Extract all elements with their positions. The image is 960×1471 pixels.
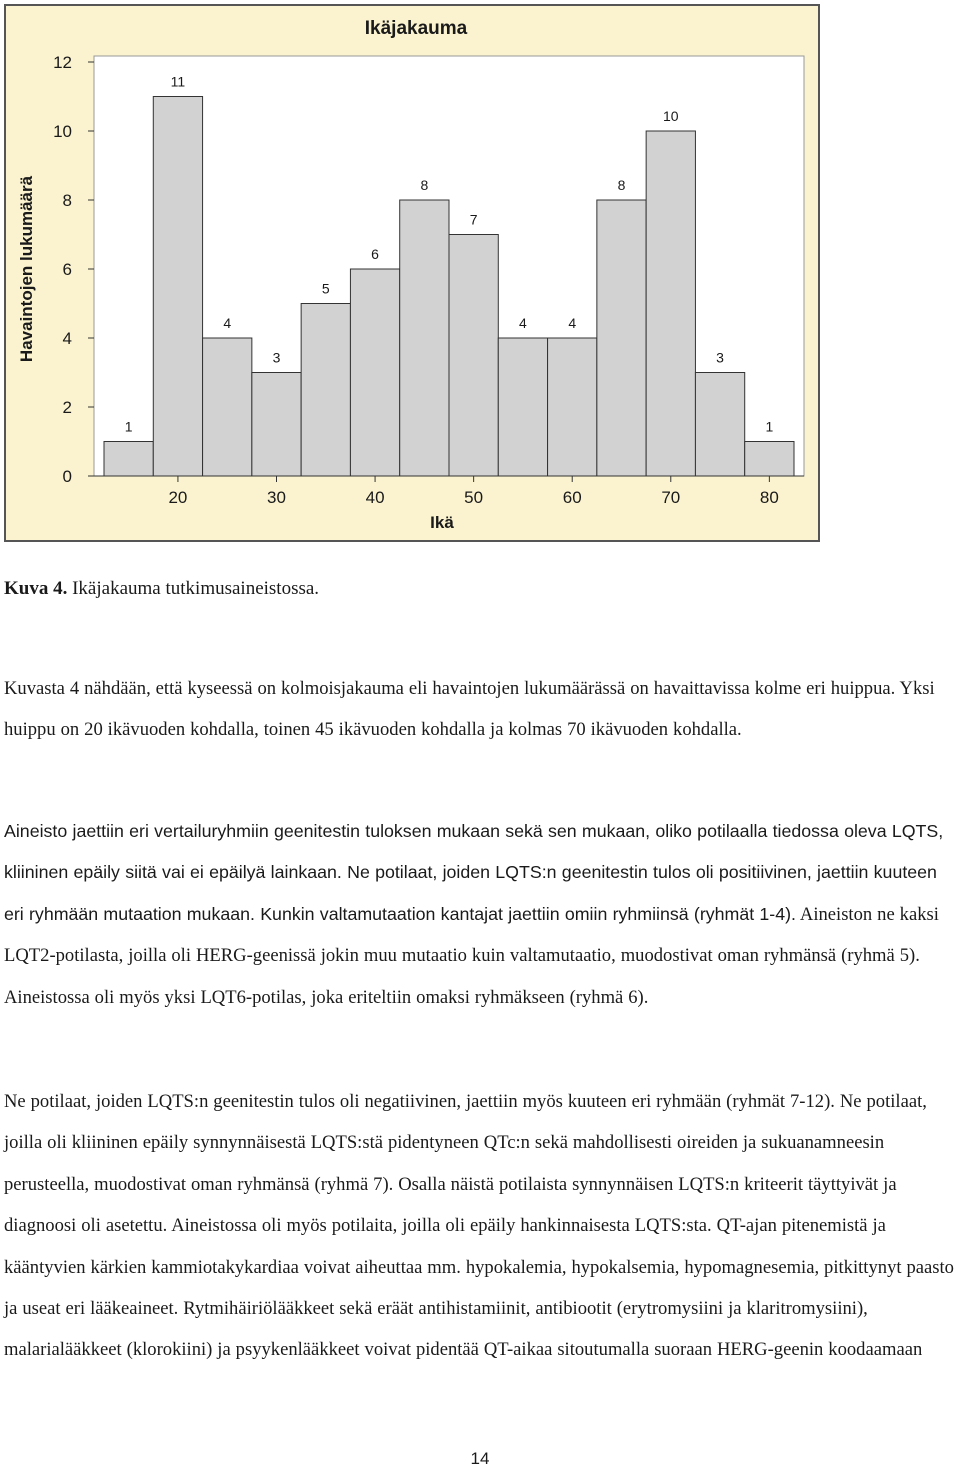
histogram-bar: [745, 442, 794, 477]
bar-value-label: 3: [272, 349, 281, 366]
page-number: 14: [470, 1449, 490, 1468]
bar-value-label: 8: [617, 177, 626, 193]
y-axis-ticks: [53, 53, 94, 486]
histogram-bar: [498, 338, 547, 476]
paragraph-groups-sans: Aineisto jaettiin eri vertailuryhmiin geenitestin tuloksen mukaan sekä sen mukaan, oliko potilaalla tiedossa oleva LQTS, kliininen epäily siitä vai ei epäilyä lainkaan. Ne potilaat, joiden LQTS:n geenitestin tulos oli positiivinen, jaettiin kuuteen eri ryhmään mutaation mukaan. Kunkin valtamutaation kantajat jaettiin omiin ryhmiinsä (ryhmät 1-4).: [4, 821, 944, 924]
x-tick-label: 30: [267, 488, 286, 507]
y-tick-label: 2: [62, 398, 72, 417]
y-tick-label: 6: [62, 260, 72, 279]
caption-label: Kuva 4.: [4, 578, 68, 599]
x-axis-label: Ikä: [430, 513, 454, 532]
histogram-bar: [252, 373, 301, 477]
histogram-bar: [153, 97, 202, 477]
paragraph-groups: [4, 811, 958, 1018]
figure-caption: [4, 578, 319, 600]
paragraph-negative-results: Ne potilaat, joiden LQTS:n geenitestin tulos oli negatiivinen, jaettiin myös kuuteen eri ryhmään (ryhmät 7-12). Ne potilaat, joilla oli kliininen epäily synnynnäisestä LQTS:stä pidentyneen QTc:n sekä mahdollisesti oireiden ja sukuanamneesin perusteella, muodostivat oman ryhmänsä (ryhmä 7). Osalla näistä potilaista synnynnäisen LQTS:n kriteerit täyttyivät ja diagnoosi oli asetettu. Aineistossa oli myös potilaita, joilla oli epäily hankinnaisesta LQTS:sta. QT-ajan pitenemistä ja kääntyvien kärkien kammiotakykardiaa voivat aiheuttaa mm. hypokalemia, hypokalsemia, hypomagnesemia, pitkittynyt paasto ja useat eri lääkeaineet. Rytmihäiriölääkkeet sekä eräät antihistamiinit, antibiootit (erytromysiini ja klaritromysiini), malarialääkkeet (klorokiini) ja psyykenlääkkeet voivat pidentää QT-aikaa sitoutumalla suoraan HERG-geenin koodaamaan: [4, 1091, 954, 1361]
bar-value-label: 3: [716, 349, 724, 366]
x-tick-label: 80: [759, 488, 779, 507]
histogram-bar: [301, 304, 350, 477]
bar-value-label: 10: [662, 108, 679, 124]
histogram-bar: [449, 235, 498, 477]
histogram-bar: [597, 200, 646, 476]
y-tick-label: 10: [53, 122, 72, 141]
caption-text: Ikäjakauma tutkimusaineistossa.: [67, 578, 320, 599]
bar-value-label: 4: [223, 315, 232, 331]
bar-value-label: 4: [568, 315, 577, 331]
y-tick-label: 0: [62, 467, 72, 486]
chart-title: Ikäjakauma: [364, 18, 468, 39]
bar-value-label: 6: [371, 246, 379, 262]
age-histogram-chart: [6, 6, 822, 544]
histogram-bar: [203, 338, 252, 476]
histogram-bar: [104, 442, 153, 477]
x-tick-label: 40: [365, 488, 385, 507]
histogram-bar: [548, 338, 597, 476]
y-tick-label: 4: [62, 329, 72, 348]
bar-value-label: 8: [420, 177, 429, 193]
bar-value-label: 7: [469, 211, 478, 228]
x-tick-label: 60: [562, 488, 582, 507]
x-tick-label: 70: [661, 488, 681, 507]
histogram-figure: [4, 4, 820, 542]
y-axis-label: Havaintojen lukumäärä: [17, 175, 36, 363]
bar-value-label: 11: [170, 73, 186, 90]
histogram-bar: [695, 373, 744, 477]
bar-value-label: 1: [765, 418, 774, 435]
bar-value-label: 1: [124, 418, 133, 435]
x-axis-ticks: [168, 476, 778, 507]
x-tick-label: 50: [464, 488, 484, 507]
histogram-bar: [646, 131, 695, 476]
y-tick-label: 8: [62, 191, 72, 210]
paragraph-trimodal: Kuvasta 4 nähdään, että kyseessä on kolmoisjakauma eli havaintojen lukumäärässä on havaittavissa kolme eri huippua. Yksi huippu on 20 ikävuoden kohdalla, toinen 45 ikävuoden kohdalla ja kolmas 70 ikävuoden kohdalla.: [4, 678, 935, 741]
x-tick-label: 20: [168, 488, 188, 507]
bar-value-label: 4: [519, 315, 527, 331]
y-tick-label: 12: [53, 53, 72, 72]
paragraph-groups-serif: Aineiston ne kaksi LQT2-potilasta, joilla oli HERG-geenissä jokin muu mutaatio kuin valtamutaatio, muodostivat oman ryhmänsä (ryhmä 5). Aineistossa oli myös yksi LQT6-potilas, joka eriteltiin omaksi ryhmäkseen (ryhmä 6).: [4, 903, 939, 1008]
histogram-bar: [400, 200, 449, 476]
histogram-bar: [350, 269, 399, 476]
bar-value-label: 5: [321, 280, 330, 297]
